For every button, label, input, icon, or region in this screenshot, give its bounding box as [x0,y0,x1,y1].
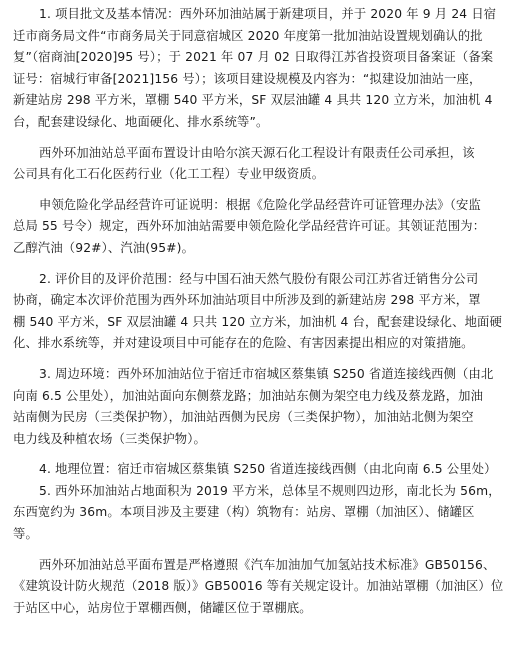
text-line: 台，配套建设绿化、地面硬化、排水系统等”。 [13,114,269,129]
paragraph-license-application [13,195,517,260]
text-line: 站南侧为民房（三类保护物），加油站西侧为民房（三类保护物），加油站北侧为架空 [13,410,474,425]
text-line: 向南 6.5 公里处），加油站面向东侧蔡龙路；加油站东侧为架空电力线及蔡龙路，加油 [13,388,484,403]
text-line: 东西宽约为 36m。本项目涉及主要建（构）筑物有：站房、罩棚（加油区）、储罐区 [13,505,475,520]
text-line: 西外环加油站总平面布置是严格遵照《汽车加油加气加氢站技术标准》GB50156、 [39,557,496,572]
text-line: 5. 西外环加油站占地面积为 2019 平方米，总体呈不规则四边形，南北长为 56m， [39,483,501,498]
text-line: 新建站房 298 平方米，罩棚 540 平方米，SF 双层油罐 4 具共 120 立方米，加油机 4 [13,93,493,108]
text-line: 西外环加油站总平面布置设计由哈尔滨天源石化工程设计有限责任公司承担，该 [39,145,475,160]
paragraph-evaluation-scope [13,269,517,355]
text-line: 棚 540 平方米，SF 双层油罐 4 只共 120 立方米，加油机 4 台，配套建设绿化、地面硬 [13,314,502,329]
paragraph-layout-design [13,555,517,620]
paragraph-project-approval [13,4,517,134]
paragraph-location [13,459,517,481]
text-line: 3. 周边环境：西外环加油站位于宿迁市宿城区蔡集镇 S250 省道连接线西侧（由北 [39,366,494,381]
text-line: 2. 评价目的及评价范围：经与中国石油天然气股份有限公司江苏省迁销售分公司 [39,271,479,286]
text-line: 电力线及种植农场（三类保护物）。 [13,431,207,446]
text-line: 1. 项目批文及基本情况：西外环加油站属于新建项目，并于 2020 年 9 月 24 日宿 [39,7,497,21]
paragraph-surroundings [13,364,517,450]
text-line: 于站区中心，站房位于罩棚西侧，储罐区位于罩棚底。 [13,600,312,615]
text-line: 《建筑设计防火规范（2018 版）》GB50016 等有关规定设计。加油站罩棚（加油区）位 [13,579,504,594]
text-line: 申领危险化学品经营许可证说明：根据《危险化学品经营许可证管理办法》（安监 [39,197,481,212]
text-line: 证号：宿城行审备[2021]156 号）；该项目建设规模及内容为：“拟建设加油站一座， [13,71,482,86]
text-line: 4. 地理位置：宿迁市宿城区蔡集镇 S250 省道连接线西侧（由北向南 6.5 公里处） [39,462,497,477]
text-line: 协商，确定本次评价范围为西外环加油站项目中所涉及到的新建站房 298 平方米，罩 [13,293,481,308]
text-line: 迁市商务局文件“市商务局关于同意宿城区 2020 年度第一批加油站设置规划确认的批 [13,28,483,43]
paragraph-design-unit [13,143,517,186]
text-line: 复”（宿商油[2020]95 号）；于 2021 年 07 月 02 日取得江苏省投资项目备案证（备案 [13,50,494,65]
text-line: 化、排水系统等，并对建设项目中可能存在的危险、有害因素提出相应的对策措施。 [13,336,474,351]
text-line: 总局 55 号令）规定，西外环加油站需要申领危险化学品经营许可证。其领证范围为： [13,219,486,234]
text-line: 乙醇汽油（92#）、汽油(95#)。 [13,240,195,255]
paragraph-site-area [13,481,517,546]
text-line: 等。 [13,527,38,542]
text-line: 公司具有化工石化医药行业（化工工程）专业甲级资质。 [13,167,325,182]
